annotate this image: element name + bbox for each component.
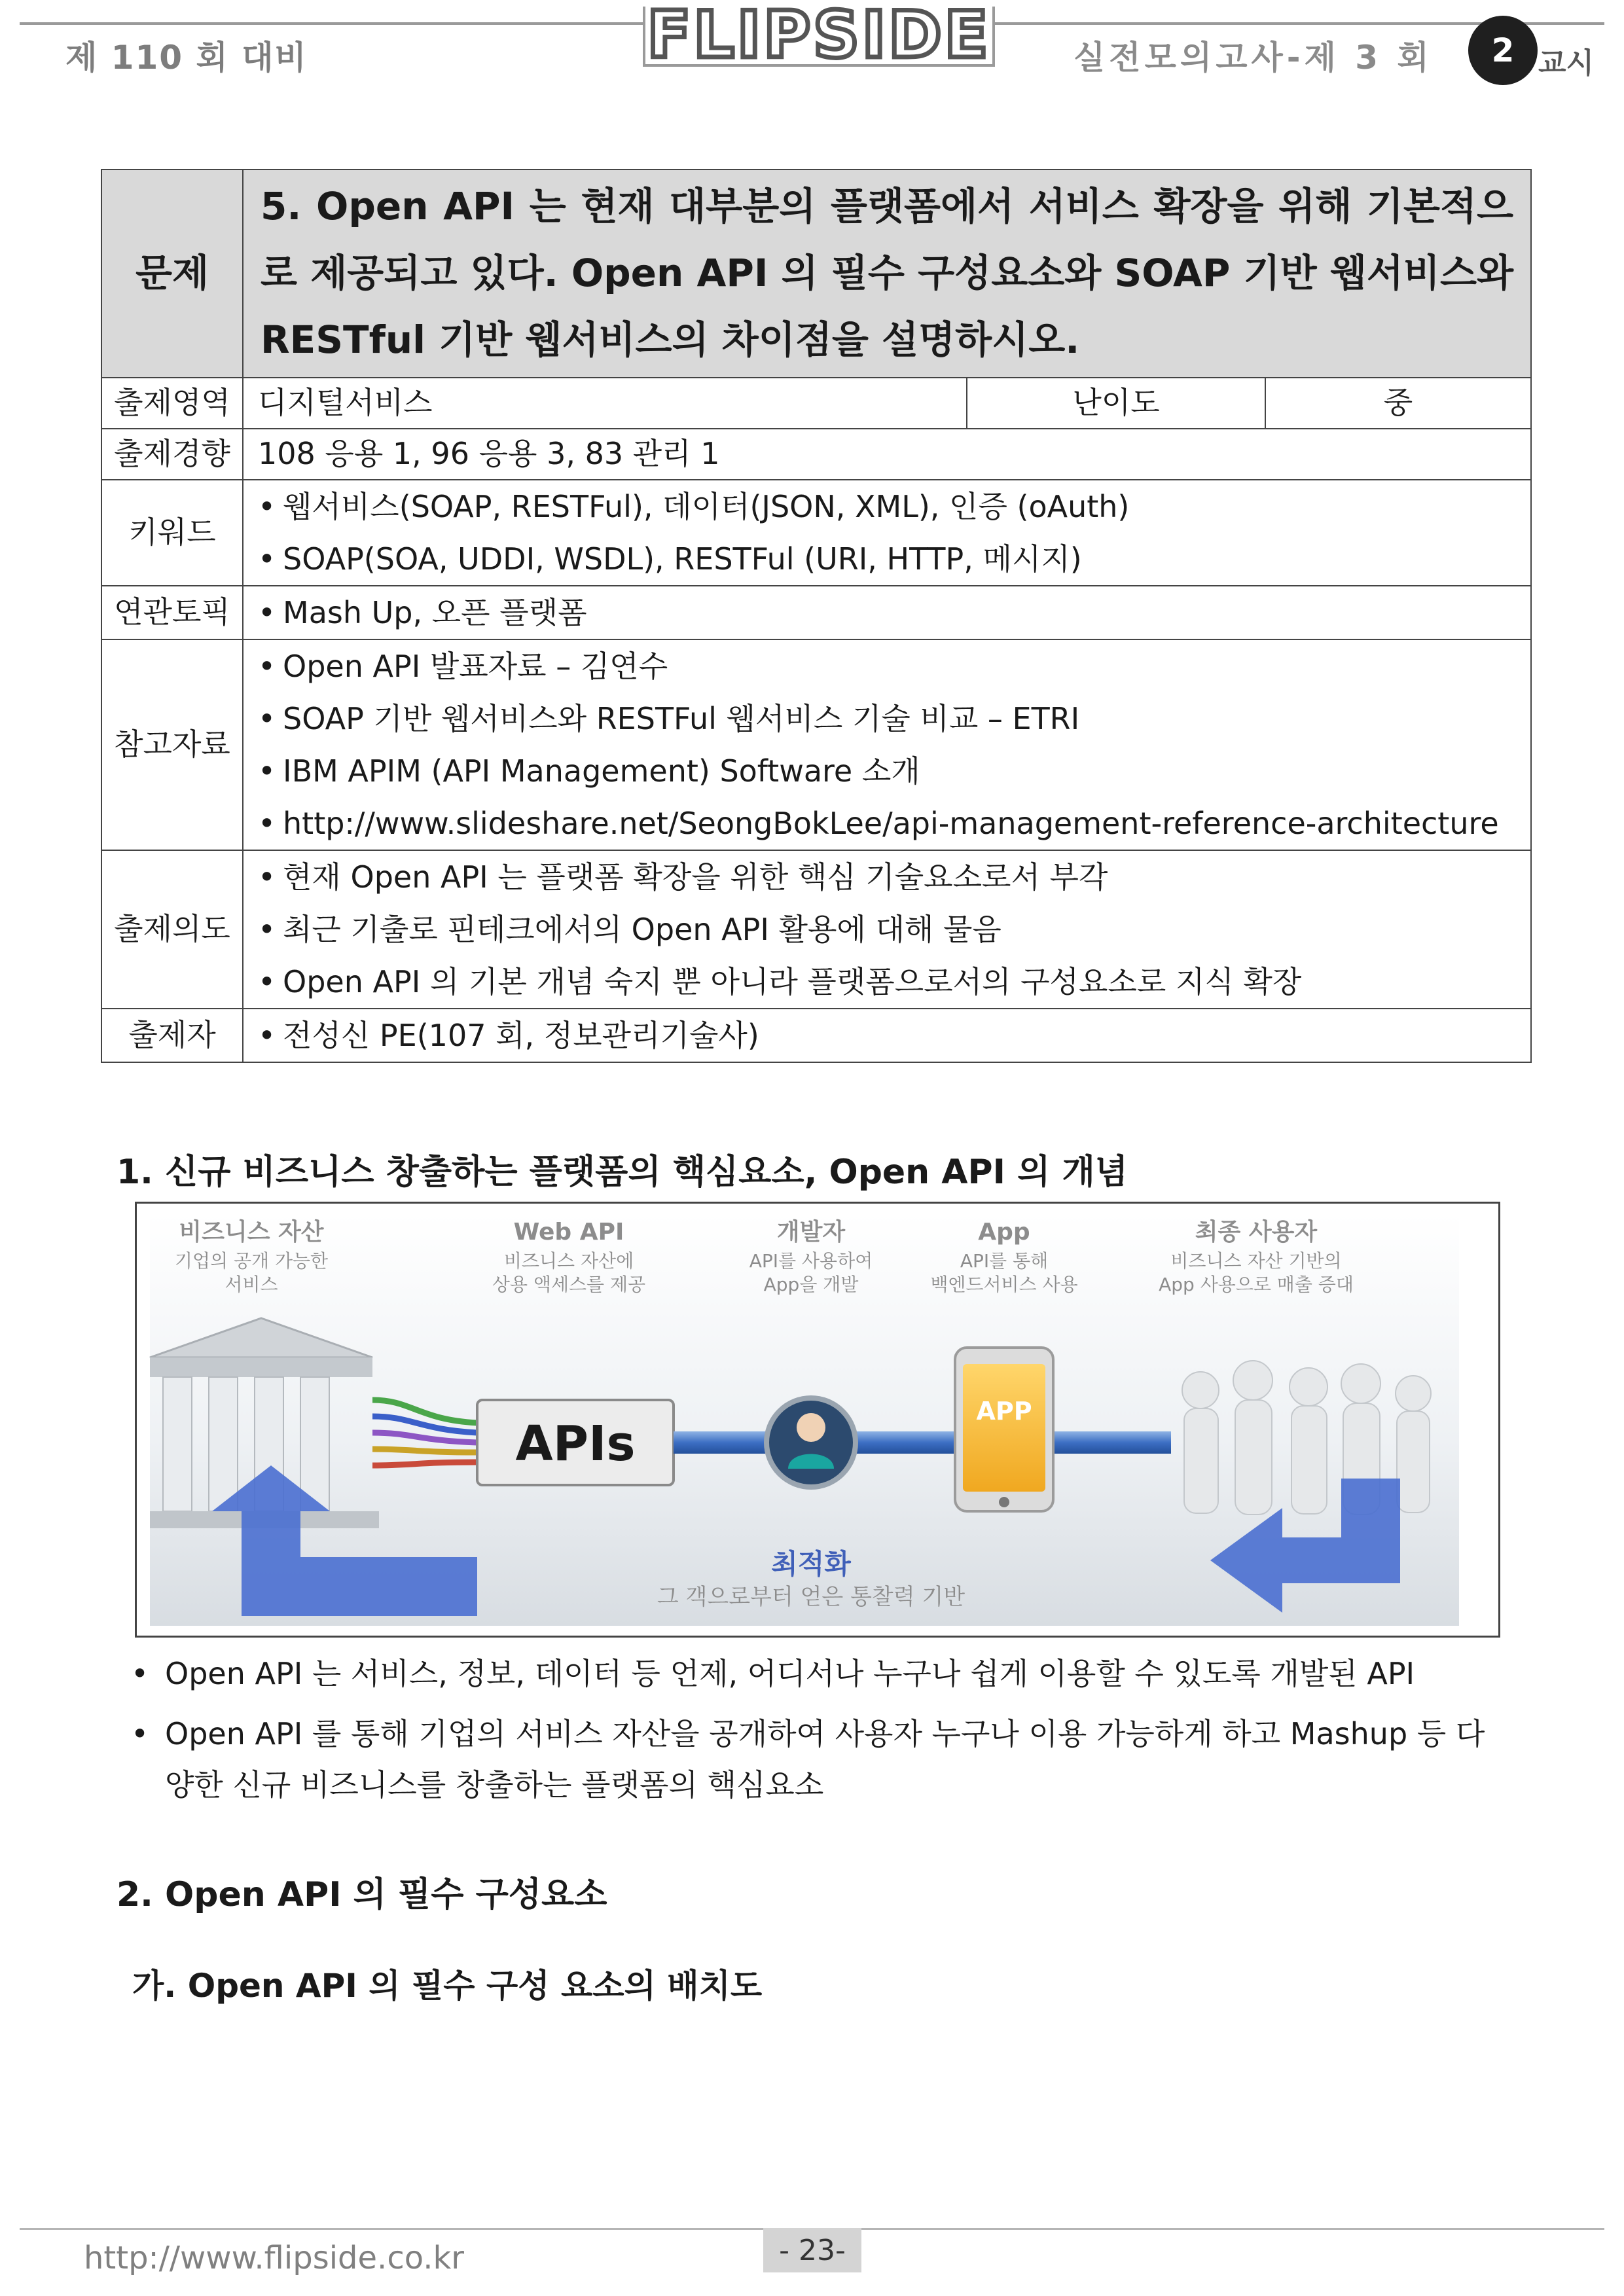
question-cell [243,170,1531,378]
author-list [258,1009,1516,1062]
col4-desc: API를 통해 [960,1250,1049,1272]
col3-title: 개발자 [776,1219,846,1246]
col1-desc: 서비스 [225,1274,278,1295]
reference-list [258,640,1516,850]
logo [643,0,995,73]
list-item: • 전성신 PE(107 회, 정보관리기술사) [258,1009,1516,1062]
open-api-diagram [137,1204,1498,1636]
list-item: • SOAP 기반 웹서비스와 RESTFul 웹서비스 기술 비교 – ETRI [258,692,1516,745]
col2-title: Web API [513,1219,624,1246]
list-item: • IBM APIM (API Management) Software 소개 [258,745,1516,797]
col2-desc: 상용 액세스를 제공 [492,1274,646,1295]
difficulty-value: 중 [1265,378,1531,429]
section2-subheading: 가. Open API 의 필수 구성 요소의 배치도 [132,1967,763,2005]
section1-heading: 1. 신규 비즈니스 창출하는 플랫폼의 핵심요소, Open API 의 개념 [117,1153,1128,1192]
pipe [674,1431,778,1454]
list-item: • 웹서비스(SOAP, RESTFul), 데이터(JSON, XML), 인증 (oAuth) [258,480,1516,533]
apis-label: APIs [515,1416,636,1472]
apis-box [477,1400,674,1485]
col2-desc: 비즈니스 자산에 [503,1250,634,1272]
area-label: 출제영역 [101,378,243,429]
reference-link[interactable]: • http://www.slideshare.net/SeongBokLee/api-management-reference-architecture [258,797,1516,850]
question-text: 5. Open API 는 현재 대부분의 플랫폼에서 서비스 확장을 위해 기본적으로 제공되고 있다. Open API 의 필수 구성요소와 SOAP 기반 웹서비스와 RESTful 기반 웹서비스의 차이점을 설명하시오. [261,184,1513,362]
topic-label: 연관토픽 [101,586,243,639]
col3-desc: App을 개발 [763,1274,859,1295]
keyword-list [258,480,1516,585]
problem-table [101,169,1532,1063]
exam-round: 제 110 회 대비 [65,39,308,77]
topic-list [258,586,1516,639]
col5-desc: App 사용으로 매출 증대 [1159,1274,1354,1295]
col3-desc: API를 사용하여 [749,1250,873,1272]
col5-desc: 비즈니스 자산 기반의 [1170,1250,1342,1272]
list-item: • Open API 의 기본 개념 숙지 뿐 아니라 플랫폼으로서의 구성요소로 지식 확장 [258,956,1516,1008]
list-item: • Open API 를 통해 기업의 서비스 자산을 공개하여 사용자 누구나 이용 가능하게 하고 Mashup 등 다양한 신규 비즈니스를 창출하는 플랫폼의 핵심요소 [131,1708,1512,1810]
keyword-row [101,480,1531,586]
pipe [1053,1431,1171,1454]
list-item: • SOAP(SOA, UDDI, WSDL), RESTFul (URI, HTTP, 메시지) [258,533,1516,585]
question-label: 문제 [101,170,243,378]
reference-row [101,639,1531,850]
list-item: • Mash Up, 오픈 플랫폼 [258,586,1516,639]
optimize-desc: 그 객으로부터 얻은 통찰력 기반 [657,1584,965,1610]
topic-cell [243,586,1531,639]
pipe [844,1431,955,1454]
list-item: • 최근 기출로 핀테크에서의 Open API 활용에 대해 물음 [258,903,1516,956]
app-label: APP [976,1397,1032,1426]
keyword-cell [243,480,1531,586]
period-badge: 2 [1468,16,1538,85]
trend-value: 108 응용 1, 96 응용 3, 83 관리 1 [243,429,1531,480]
open-api-figure [135,1202,1500,1638]
app-phone-icon [955,1348,1053,1511]
col5-title: 최종 사용자 [1195,1219,1318,1246]
list-item: • Open API 발표자료 – 김연수 [258,640,1516,692]
exam-title: 실전모의고사-제 3 회 [1074,39,1433,77]
list-item: • Open API 는 서비스, 정보, 데이터 등 언제, 어디서나 누구나 쉽게 이용할 수 있도록 개발된 API [131,1648,1512,1699]
list-item: • 현재 Open API 는 플랫폼 확장을 위한 핵심 기술요소로서 부각 [258,851,1516,903]
col4-desc: 백엔드서비스 사용 [930,1274,1078,1295]
intent-label: 출제의도 [101,850,243,1009]
trend-row [101,429,1531,480]
section2-heading: 2. Open API 의 필수 구성요소 [117,1875,607,1914]
area-value: 디지털서비스 [243,378,967,429]
reference-cell [243,639,1531,850]
period-label: 교시 [1538,46,1595,80]
area-row [101,378,1531,429]
reference-label: 참고자료 [101,639,243,850]
topic-row [101,586,1531,639]
question-row [101,170,1531,378]
intent-cell [243,850,1531,1009]
trend-label: 출제경향 [101,429,243,480]
footer-url[interactable]: http://www.flipside.co.kr [84,2240,465,2276]
intent-row [101,850,1531,1009]
page-number: - 23- [763,2228,861,2272]
author-cell [243,1009,1531,1062]
col4-title: App [978,1219,1030,1246]
logo-text: FLIPSIDE [647,0,991,73]
section1-bullets [131,1648,1512,1810]
difficulty-label: 난이도 [967,378,1265,429]
optimize-title: 최적화 [771,1548,851,1580]
keyword-label: 키워드 [101,480,243,586]
intent-list [258,851,1516,1008]
developer-icon [767,1398,856,1487]
author-label: 출제자 [101,1009,243,1062]
col1-desc: 기업의 공개 가능한 [174,1250,329,1272]
col1-title: 비즈니스 자산 [179,1219,324,1246]
author-row [101,1009,1531,1062]
